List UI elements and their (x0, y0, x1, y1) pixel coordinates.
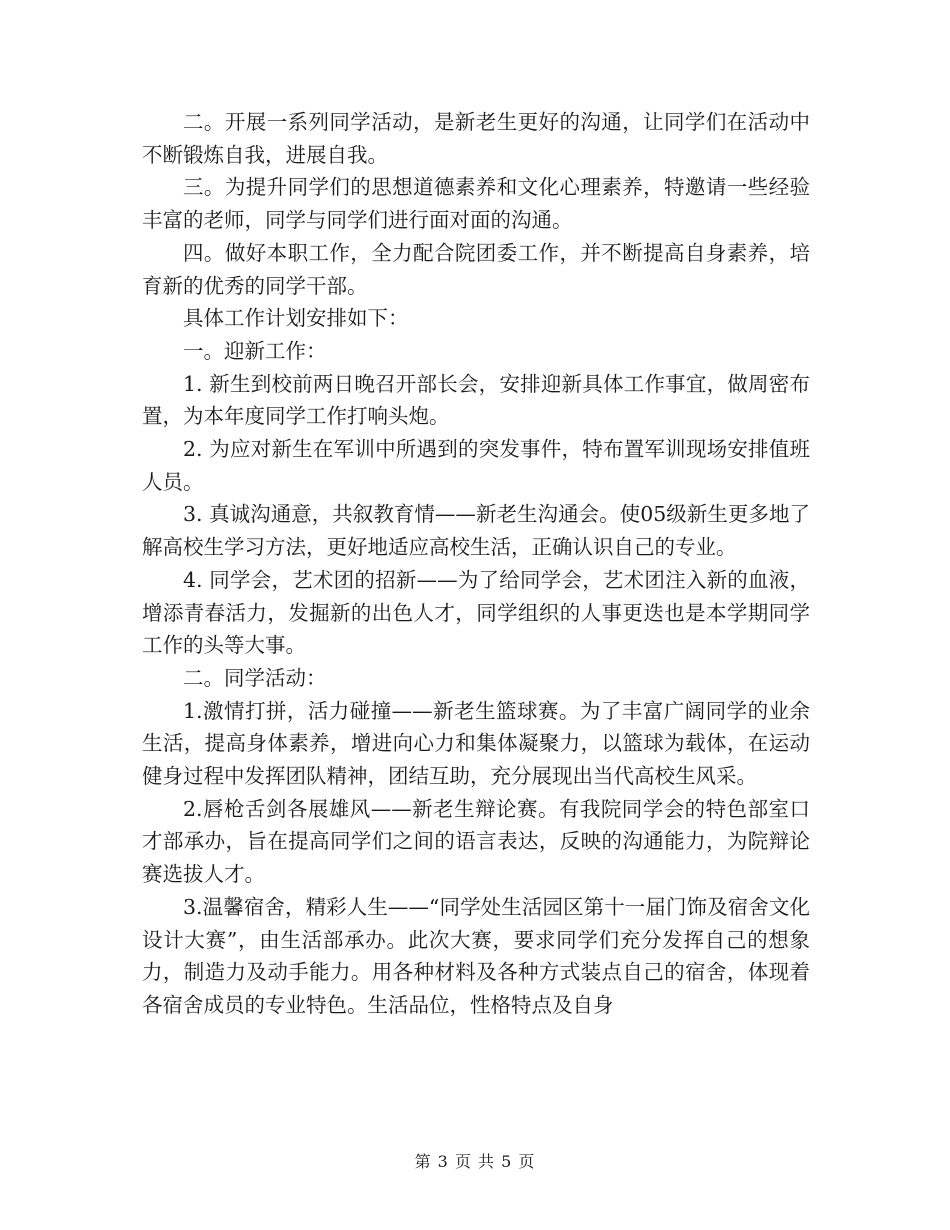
paragraph: 3.温馨宿舍，精彩人生——“同学处生活园区第十一届门饰及宿舍文化设计大赛”，由生活部承办。此次大赛，要求同学们充分发挥自己的想象力，制造力及动手能力。用各种材料及各种方式装点自己的宿舍，体现着各宿舍成员的专业特色。生活品位，性格特点及自身 (142, 894, 810, 1017)
paragraph: 4. 同学会，艺术团的招新——为了给同学会，艺术团注入新的血液，增添青春活力，发掘新的出色人才，同学组织的人事更迭也是本学期同学工作的头等大事。 (142, 567, 810, 658)
paragraph: 四。做好本职工作，全力配合院团委工作，并不断提高自身素养，培育新的优秀的同学干部。 (142, 240, 810, 298)
paragraph: 二。同学活动： (183, 665, 327, 690)
page-number-footer: 第 3 页 共 5 页 (414, 1152, 536, 1171)
document-body (142, 106, 810, 1022)
paragraph: 1. 新生到校前两日晚召开部长会，安排迎新具体工作事宜，做周密布置，为本年度同学工作打响头炮。 (142, 371, 810, 429)
paragraph: 具体工作计划安排如下： (183, 306, 409, 331)
paragraph: 3. 真诚沟通意，共叙教育情——新老生沟通会。使05级新生更多地了解高校生学习方法，更好地适应高校生活，正确认识自己的专业。 (142, 502, 810, 560)
paragraph: 2.唇枪舌剑各展雄风——新老生辩论赛。有我院同学会的特色部室口才部承办，旨在提高同学们之间的语言表达，反映的沟通能力，为院辩论赛选拔人才。 (142, 796, 810, 887)
paragraph: 2. 为应对新生在军训中所遇到的突发事件，特布置军训现场安排值班人员。 (142, 437, 810, 494)
paragraph: 1.激情打拼，活力碰撞——新老生篮球赛。为了丰富广阔同学的业余生活，提高身体素养，增进向心力和集体凝聚力，以篮球为载体，在运动健身过程中发挥团队精神，团结互助，充分展现出当代高校生风采。 (142, 698, 810, 789)
paragraph: 二。开展一系列同学活动，是新老生更好的沟通，让同学们在活动中不断锻炼自我，进展自我。 (142, 110, 810, 167)
paragraph: 三。为提升同学们的思想道德素养和文化心理素养，特邀请一些经验丰富的老师，同学与同学们进行面对面的沟通。 (142, 175, 810, 233)
paragraph: 一。迎新工作： (183, 338, 327, 363)
